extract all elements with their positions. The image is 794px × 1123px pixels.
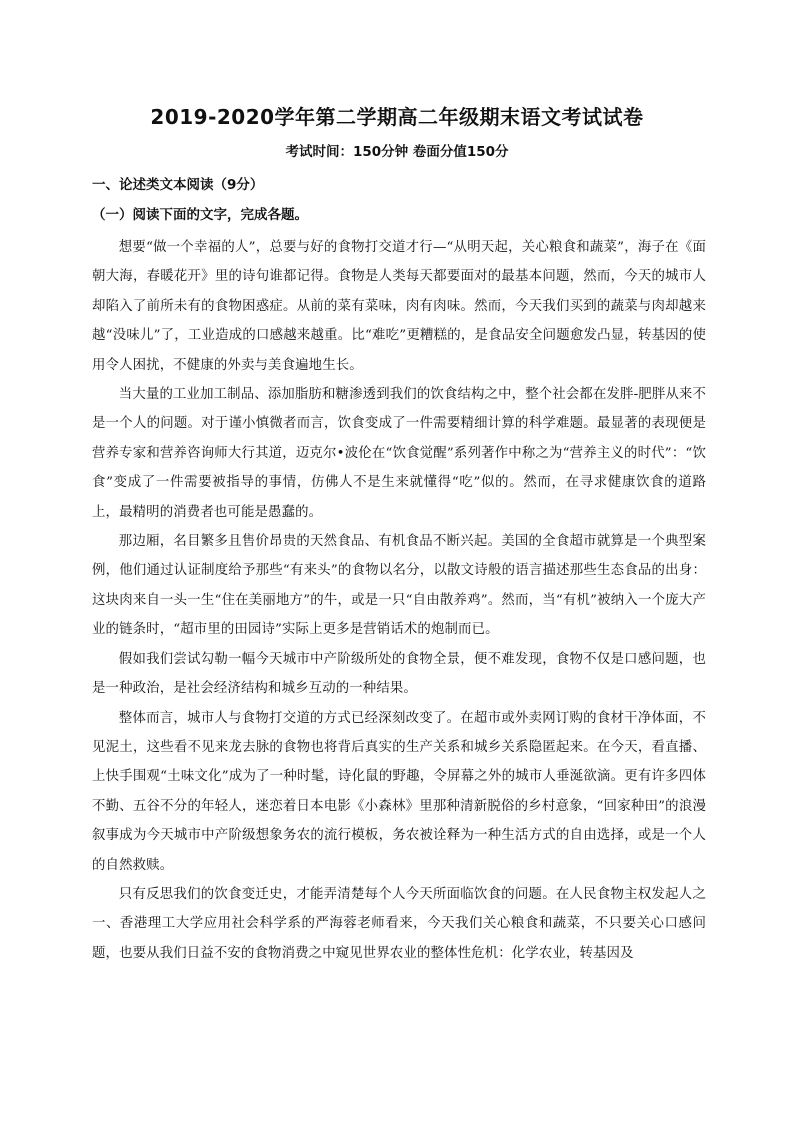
section-heading: 一、论述类文本阅读（9分）	[92, 177, 264, 193]
reading-passage	[92, 233, 706, 968]
subsection-heading: （一）阅读下面的文字，完成各题。	[92, 207, 308, 223]
paragraph-6: 只有反思我们的饮食变迁史，才能弄清楚每个人今天所面临饮食的问题。在人民食物主权发起人之一、香港理工大学应用社会科学系的严海蓉老师看来，今天我们关心粮食和蔬菜，不只要关心口感问题，也要从我们日益不安的食物消费之中窥见世界农业的整体性危机：化学农业，转基因及	[92, 886, 706, 961]
exam-subtitle: 考试时间：150分钟 卷面分值150分	[285, 144, 509, 160]
paragraph-5: 整体而言，城市人与食物打交道的方式已经深刻改变了。在超市或外卖网订购的食材干净体面，不见泥土，这些看不见来龙去脉的食物也将背后真实的生产关系和城乡关系隐匿起来。在今天，看直播、上快手围观“土味文化”成为了一种时髦，诗化鼠的野趣，令屏幕之外的城市人垂涎欲滴。更有许多四体不勤、五谷不分的年轻人，迷恋着日本电影《小森林》里那种清新脱俗的乡村意象，“回家种田”的浪漫叙事成为今天城市中产阶级想象务农的流行模板，务农被诠释为一种生活方式的自由选择，或是一个人的自然救赎。	[92, 710, 706, 873]
paragraph-1: 想要“做一个幸福的人”，总要与好的食物打交道才行—“从明天起，关心粮食和蔬菜”，海子在《面朝大海，春暖花开》里的诗句谁都记得。食物是人类每天都要面对的最基本问题，然而，今天的城市人却陷入了前所未有的食物困惑症。从前的菜有菜味，肉有肉味。然而，今天我们买到的蔬菜与肉却越来越“没味儿”了，工业造成的口感越来越重。比“难吃”更糟糕的，是食品安全问题愈发凸显，转基因的使用令人困扰，不健康的外卖与美食遍地生长。	[92, 240, 706, 373]
paragraph-3: 那边厢，名目繁多且售价昂贵的天然食品、有机食品不断兴起。美国的全食超市就算是一个典型案例，他们通过认证制度给予那些“有来头”的食物以名分，以散文诗般的语言描述那些生态食品的出身：这块肉来自一头一生“住在美丽地方”的牛，或是一只“自由散养鸡”。然而，当“有机”被纳入一个庞大产业的链条时，“超市里的田园诗”实际上更多是营销话术的炮制而已。	[92, 534, 706, 638]
paragraph-4: 假如我们尝试勾勒一幅今天城市中产阶级所处的食物全景，便不难发现，食物不仅是口感问题，也是一种政治，是社会经济结构和城乡互动的一种结果。	[92, 651, 706, 697]
exam-title: 2019-2020学年第二学期高二年级期末语文考试试卷	[150, 105, 644, 129]
paragraph-2: 当大量的工业加工制品、添加脂肪和糖渗透到我们的饮食结构之中，整个社会都在发胖-肥胖从来不是一个人的问题。对于谨小慎微者而言，饮食变成了一件需要精细计算的科学难题。最显著的表现便是营养专家和营养咨询师大行其道，迈克尔•波伦在“饮食觉醒”系列著作中称之为“营养主义的时代”：“饮食”变成了一件需要被指导的事情，仿佛人不是生来就懂得“吃”似的。然而，在寻求健康饮食的道路上，最精明的消费者也可能是愚蠢的。	[92, 387, 706, 520]
